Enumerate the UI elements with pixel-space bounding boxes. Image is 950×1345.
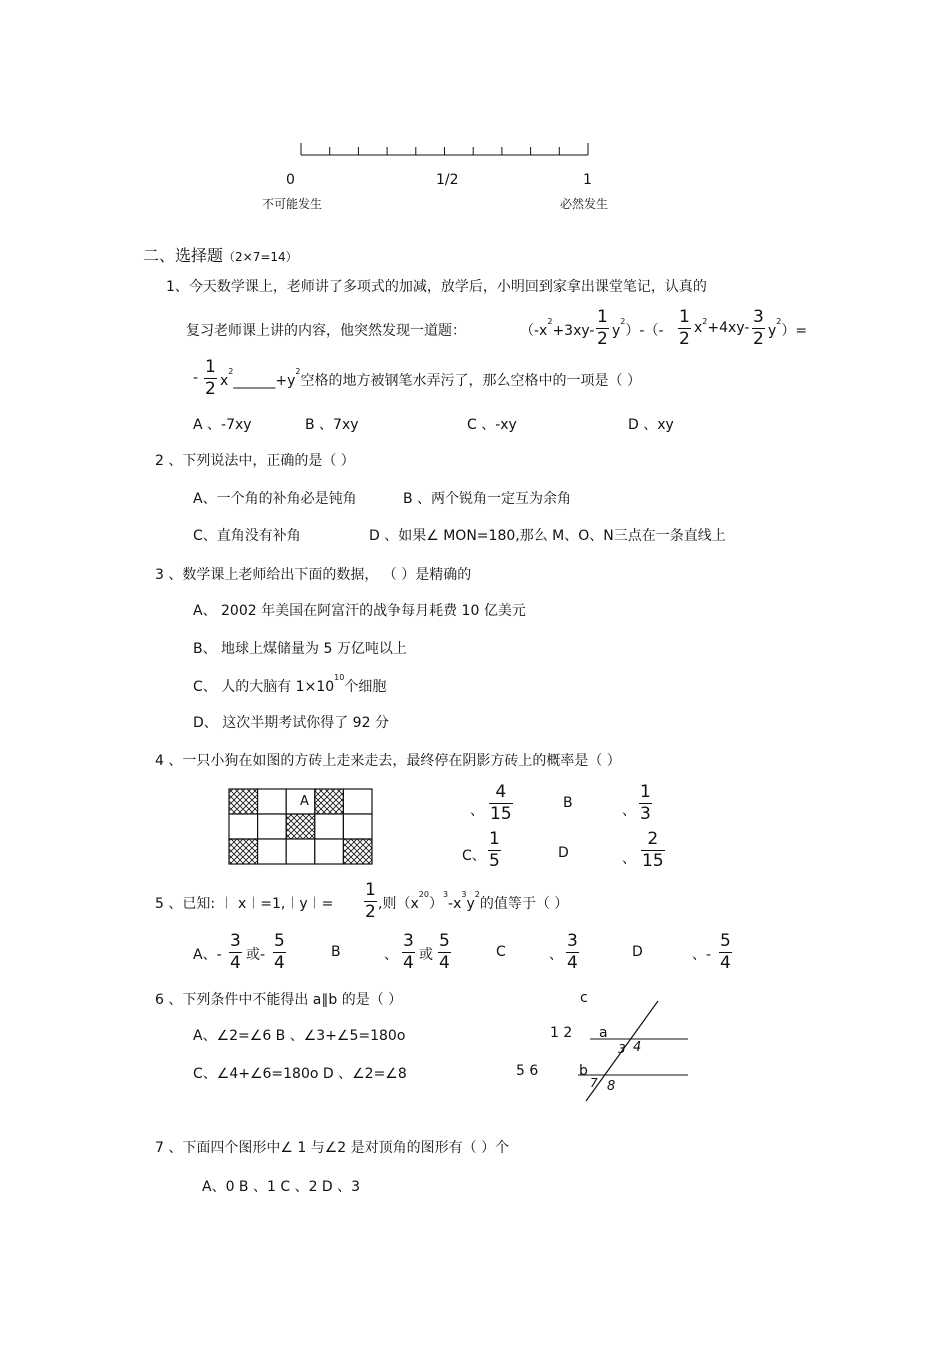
q4-stem: 4 、一只小狗在如图的方砖上走来走去，最终停在阴影方砖上的概率是（ ） xyxy=(155,753,621,769)
q2-option-b[interactable]: B 、两个锐角一定互为余角 xyxy=(403,491,572,507)
scale-label-certain: 必然发生 xyxy=(560,197,609,211)
q5-sup3: 3 xyxy=(442,890,449,899)
q1-frac-half-1 xyxy=(596,309,609,348)
q5-d: -x xyxy=(448,896,462,912)
q1-sup: 2 xyxy=(228,367,234,376)
q5-option-d-sep: 、- xyxy=(692,947,712,963)
tile xyxy=(286,839,315,864)
q4-frac-c[interactable] xyxy=(488,831,501,870)
num: 1 xyxy=(205,357,216,377)
q4-option-d-sep: 、 xyxy=(622,851,636,867)
q4-option-b-sep: 、 xyxy=(622,803,636,819)
q5-stem-a: 5 、已知: ︱ x︱=1,︱y︱= xyxy=(155,896,334,912)
q1-expr-mid2 xyxy=(694,317,750,336)
section-score: （2×7=14） xyxy=(223,250,298,264)
q1-expr-a: （-x xyxy=(520,323,548,339)
den: 4 xyxy=(567,953,578,973)
q4-frac-a[interactable] xyxy=(489,784,513,823)
num: 1 xyxy=(679,307,690,327)
q4-option-c-label: C、 xyxy=(462,848,486,864)
q1-sup: 2 xyxy=(295,367,301,376)
q4-frac-d[interactable] xyxy=(641,831,665,870)
q5-sup2: 2 xyxy=(474,890,480,899)
q1-line2: 复习老师课上讲的内容，他突然发现一道题： xyxy=(186,323,466,339)
q4-option-b-label: B xyxy=(563,795,573,811)
scale-label-half: 1/2 xyxy=(436,172,459,188)
q5-or-1: 或- xyxy=(246,947,266,963)
q5-option-c-sep: 、 xyxy=(549,947,563,963)
num: 3 xyxy=(753,307,764,327)
q3-c2: 个细胞 xyxy=(344,679,387,695)
q1-expr-h: ）= xyxy=(781,323,808,339)
fig-label-c: c xyxy=(580,990,588,1006)
q5-option-a-label: A、- xyxy=(193,947,222,963)
q4-option-a-label: 、 xyxy=(470,803,484,819)
q1-line3-rest xyxy=(220,367,641,390)
num: 3 xyxy=(403,931,414,951)
fig-label-56: 5 6 xyxy=(516,1063,539,1079)
q3-stem: 3 、数学课上老师给出下面的数据， （ ）是精确的 xyxy=(155,567,472,583)
q5-sup3b: 3 xyxy=(461,890,467,899)
scale-label-impossible: 不可能发生 xyxy=(262,197,323,211)
tile xyxy=(315,839,344,864)
q1-l3-c: ______+y xyxy=(233,373,296,389)
q3-c-sup: 10 xyxy=(334,673,345,682)
q1-l3-d: 空格的地方被钢笔水弄污了，那么空格中的一项是（ ） xyxy=(300,373,641,389)
shaded-tile xyxy=(286,814,315,839)
q5-frac-half xyxy=(364,882,377,921)
q1-expr-g: y xyxy=(768,323,777,339)
q1-frac-three-halves xyxy=(752,309,765,348)
den: 2 xyxy=(205,379,216,399)
q5-c: ） xyxy=(428,896,443,912)
q6-option-cd[interactable]: C、∠4+∠6=180o D 、∠2=∠8 xyxy=(193,1066,407,1082)
q3-c1: C、 人的大脑有 1×10 xyxy=(193,679,335,695)
q1-line3-minus: - xyxy=(193,370,199,386)
q7-options[interactable]: A、0 B 、1 C 、2 D 、3 xyxy=(202,1179,361,1195)
den: 2 xyxy=(365,902,376,922)
num: 1 xyxy=(365,880,376,900)
q5-a-frac2[interactable] xyxy=(273,933,286,972)
den: 2 xyxy=(753,329,764,349)
den: 3 xyxy=(640,804,651,824)
den: 15 xyxy=(642,851,664,871)
q5-d-frac[interactable] xyxy=(719,933,732,972)
shaded-tile xyxy=(229,789,258,814)
q1-frac-half-2 xyxy=(678,309,691,348)
den: 2 xyxy=(597,329,608,349)
q1-expr-e: x xyxy=(694,320,703,336)
probability-scale xyxy=(298,140,594,160)
q1-l3-b: x xyxy=(220,373,229,389)
fig-label-7: 7 xyxy=(590,1076,598,1090)
tile xyxy=(258,789,287,814)
q5-b-frac1[interactable] xyxy=(402,933,415,972)
num: 3 xyxy=(567,931,578,951)
num: 5 xyxy=(439,931,450,951)
q1-frac-half-3 xyxy=(204,359,217,398)
q1-option-a[interactable]: A 、-7xy xyxy=(193,417,252,433)
q3-option-b[interactable]: B、 地球上煤储量为 5 万亿吨以上 xyxy=(193,641,407,657)
q5-b-frac2[interactable] xyxy=(438,933,451,972)
q1-expr-mid xyxy=(612,317,664,340)
q5-e: y xyxy=(466,896,475,912)
tile xyxy=(315,814,344,839)
num: 3 xyxy=(230,931,241,951)
q1-expr-b: +3xy- xyxy=(552,323,595,339)
q3-option-c[interactable] xyxy=(193,673,387,696)
fig-label-4: 4 xyxy=(633,1040,642,1055)
fig-label-a: a xyxy=(599,1025,608,1041)
q5-or-2: 或 xyxy=(419,947,433,963)
q4-option-d-label: D xyxy=(558,845,569,861)
q1-sup: 2 xyxy=(547,317,553,326)
section-title xyxy=(143,243,298,266)
den: 4 xyxy=(403,953,414,973)
q5-c-frac[interactable] xyxy=(566,933,579,972)
shaded-tile xyxy=(315,789,344,814)
tile xyxy=(343,789,372,814)
q5-a-frac1[interactable] xyxy=(229,933,242,972)
scale-label-zero: 0 xyxy=(286,172,295,188)
q5-b: ,则（x xyxy=(378,896,419,912)
tile xyxy=(258,814,287,839)
tile xyxy=(343,814,372,839)
den: 5 xyxy=(489,851,500,871)
q1-sup: 2 xyxy=(776,317,782,326)
tile-grid-label: A xyxy=(300,794,309,809)
q3-option-d[interactable]: D、 这次半期考试你得了 92 分 xyxy=(193,715,389,731)
num: 1 xyxy=(640,782,651,802)
q2-option-d[interactable]: D 、如果∠ MON=180,那么 M、O、N三点在一条直线上 xyxy=(369,528,726,544)
section-title-text: 二、选择题 xyxy=(143,246,224,265)
q1-expr-end xyxy=(768,317,808,340)
q6-option-ab[interactable]: A、∠2=∠6 B 、∠3+∠5=180o xyxy=(193,1028,406,1044)
q3-option-a[interactable]: A、 2002 年美国在阿富汗的战争每月耗费 10 亿美元 xyxy=(193,603,526,619)
fig-label-3: 3 xyxy=(618,1042,626,1056)
q5-stem-b xyxy=(378,890,569,913)
q1-expression xyxy=(520,317,595,340)
num: 1 xyxy=(597,307,608,327)
q1-option-b[interactable]: B 、7xy xyxy=(305,417,359,433)
num: 2 xyxy=(647,829,659,849)
shaded-tile xyxy=(229,839,258,864)
num: 5 xyxy=(274,931,285,951)
q1-expr-f: +4xy- xyxy=(707,320,750,336)
q5-option-c-label: C xyxy=(496,944,506,960)
den: 4 xyxy=(720,953,731,973)
q6-stem: 6 、下列条件中不能得出 a∥b 的是（ ） xyxy=(155,992,403,1008)
tile xyxy=(258,839,287,864)
shaded-tile xyxy=(343,839,372,864)
den: 2 xyxy=(679,329,690,349)
q1-option-c[interactable]: C 、-xy xyxy=(467,417,517,433)
q1-sup: 2 xyxy=(702,317,708,326)
q5-option-b-label: B xyxy=(331,944,341,960)
q7-stem: 7 、下面四个图形中∠ 1 与∠2 是对顶角的图形有（ ）个 xyxy=(155,1140,510,1156)
fig-label-8: 8 xyxy=(607,1079,616,1094)
den: 4 xyxy=(274,953,285,973)
scale-label-one: 1 xyxy=(583,172,592,188)
den: 15 xyxy=(490,804,512,824)
fig-label-b: b xyxy=(579,1063,588,1079)
q1-sup: 2 xyxy=(620,317,626,326)
fig-label-12: 1 2 xyxy=(550,1025,573,1041)
q1-expr-c: y xyxy=(612,323,621,339)
q1-expr-d: ）-（- xyxy=(625,323,664,339)
q2-option-c[interactable]: C、直角没有补角 xyxy=(193,528,301,544)
num: 4 xyxy=(495,782,507,802)
num: 5 xyxy=(720,931,731,951)
q1-option-d[interactable]: D 、xy xyxy=(628,417,674,433)
q4-frac-b[interactable] xyxy=(639,784,652,823)
q2-option-a[interactable]: A、一个角的补角必是钝角 xyxy=(193,491,357,507)
den: 4 xyxy=(439,953,450,973)
q5-f: 的值等于（ ） xyxy=(479,896,569,912)
q5-option-d-label: D xyxy=(632,944,643,960)
q5-option-b-sep: 、 xyxy=(384,947,398,963)
q5-sup20: 20 xyxy=(418,890,429,899)
tile xyxy=(229,814,258,839)
den: 4 xyxy=(230,953,241,973)
num: 1 xyxy=(489,829,500,849)
q1-line1: 1、今天数学课上，老师讲了多项式的加减，放学后，小明回到家拿出课堂笔记，认真的 xyxy=(166,279,707,295)
q2-stem: 2 、下列说法中，正确的是（ ） xyxy=(155,453,355,469)
